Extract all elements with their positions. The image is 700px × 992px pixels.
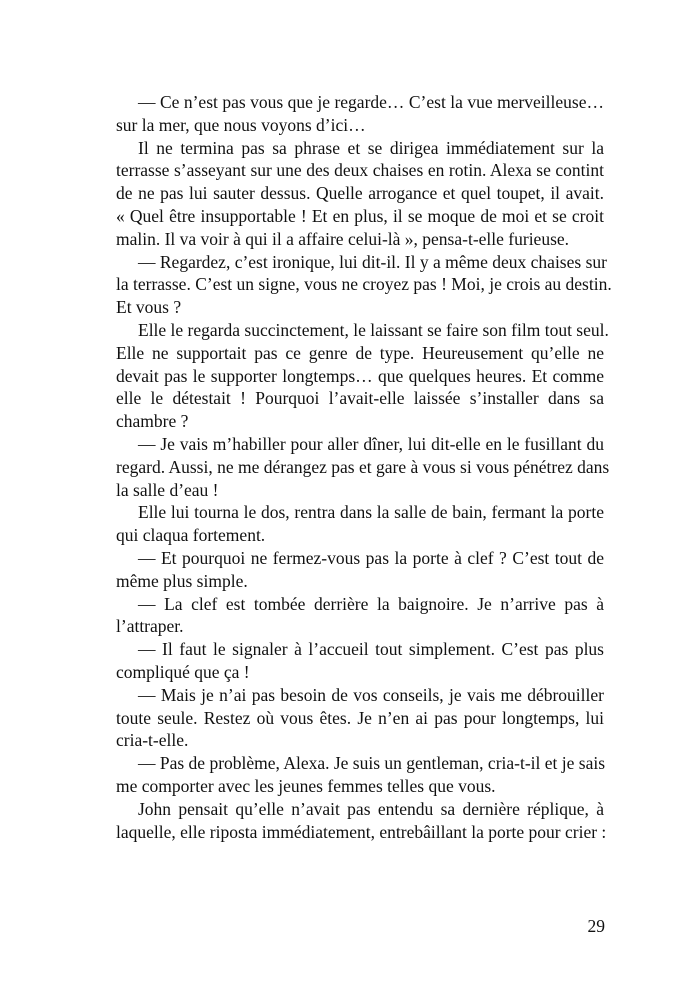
text-line: sur la mer, que nous voyons d’ici…: [116, 114, 366, 135]
text-line: regard. Aussi, ne me dérangez pas et gare à vous si vous pénétrez dans: [116, 456, 610, 477]
body-text: [116, 91, 612, 843]
text-line: chambre ?: [116, 411, 189, 432]
text-line: Elle lui tourna le dos, rentra dans la salle de bain, fermant la porte: [138, 502, 604, 523]
text-line: me comporter avec les jeunes femmes telles que vous.: [116, 775, 496, 796]
text-line: — Il faut le signaler à l’accueil tout simplement. C’est pas plus: [138, 639, 604, 660]
text-line: Il ne termina pas sa phrase et se dirigea immédiatement sur la: [138, 137, 604, 158]
text-line: terrasse s’asseyant sur une des deux chaises en rotin. Alexa se contint: [116, 160, 604, 181]
text-line: même plus simple.: [116, 570, 248, 591]
text-line: la terrasse. C’est un signe, vous ne croyez pas ! Moi, je crois au destin.: [116, 274, 612, 295]
text-line: — Mais je n’ai pas besoin de vos conseils, je vais me débrouiller: [138, 684, 604, 705]
text-line: de ne pas lui sauter dessus. Quelle arrogance et quel toupet, il avait.: [116, 183, 604, 204]
text-line: malin. Il va voir à qui il a affaire celui-là », pensa-t-elle furieuse.: [116, 228, 570, 249]
text-line: cria-t-elle.: [116, 730, 189, 751]
text-line: « Quel être insupportable ! Et en plus, il se moque de moi et se croit: [116, 205, 604, 226]
page-number: 29: [587, 916, 605, 936]
text-line: Et vous ?: [116, 297, 182, 318]
text-line: qui claqua fortement.: [116, 525, 266, 546]
text-line: l’attraper.: [116, 616, 184, 637]
text-line: Elle le regarda succinctement, le laissant se faire son film tout seul.: [138, 319, 609, 340]
text-line: — Pas de problème, Alexa. Je suis un gentleman, cria-t-il et je sais: [138, 753, 606, 774]
text-line: John pensait qu’elle n’avait pas entendu sa dernière réplique, à: [138, 798, 604, 819]
text-line: devait pas le supporter longtemps… que quelques heures. Et comme: [116, 365, 604, 386]
text-line: la salle d’eau !: [116, 479, 219, 500]
text-line: elle le détestait ! Pourquoi l’avait-elle laissée s’installer dans sa: [116, 388, 604, 409]
text-line: compliqué que ça !: [116, 661, 250, 682]
text-line: — La clef est tombée derrière la baignoire. Je n’arrive pas à: [138, 593, 604, 614]
text-line: Elle ne supportait pas ce genre de type. Heureusement qu’elle ne: [116, 342, 604, 363]
text-line: toute seule. Restez où vous êtes. Je n’en ai pas pour longtemps, lui: [116, 707, 604, 728]
text-line: — Ce n’est pas vous que je regarde… C’est la vue merveilleuse…: [138, 92, 604, 112]
text-line: — Je vais m’habiller pour aller dîner, lui dit-elle en le fusillant du: [138, 433, 604, 454]
text-line: — Et pourquoi ne fermez-vous pas la porte à clef ? C’est tout de: [138, 547, 604, 568]
text-line: — Regardez, c’est ironique, lui dit-il. Il y a même deux chaises sur: [138, 251, 607, 272]
text-line: laquelle, elle riposta immédiatement, entrebâillant la porte pour crier :: [116, 821, 607, 842]
